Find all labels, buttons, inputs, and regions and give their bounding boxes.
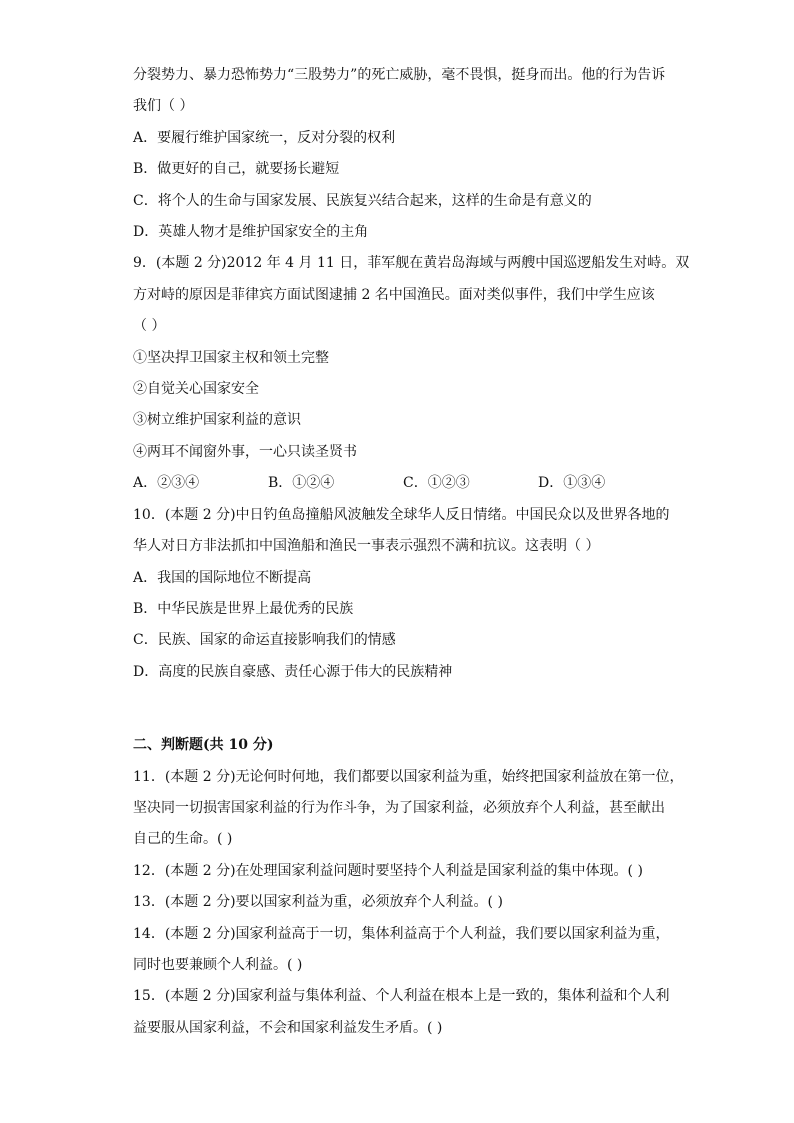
question-text: 12．(本题 2 分)在处理国家利益问题时要坚持个人利益是国家利益的集中体现。( ) [133,862,643,879]
option-d: D．①③④ [538,475,606,492]
question-text: 我们（ ） [133,98,194,115]
question-text: 15．(本题 2 分)国家利益与集体利益、个人利益在根本上是一致的，集体利益和个人利 [133,988,670,1005]
question-text: （ ） [133,318,166,335]
question-text: 坚决同一切损害国家利益的行为作斗争，为了国家利益，必须放弃个人利益，甚至献出 [133,799,665,816]
statement-2: ②自觉关心国家安全 [133,381,259,398]
question-text: 14．(本题 2 分)国家利益高于一切，集体利益高于个人利益，我们要以国家利益为重， [133,925,670,942]
question-text: 9．(本题 2 分)2012 年 4 月 11 日，菲军舰在黄岩岛海域与两艘中国巡逻船发生对峙。双 [133,255,690,272]
option-b: B．①②④ [268,475,335,492]
question-text: 自己的生命。( ) [133,831,233,848]
option-d: D．高度的民族自豪感、责任心源于伟大的民族精神 [133,663,453,680]
option-d: D．英雄人物才是维护国家安全的主角 [133,224,369,241]
question-text: 分裂势力、暴力恐怖势力“三股势力”的死亡威胁，毫不畏惧，挺身而出。他的行为告诉 [133,67,666,83]
question-12 [133,856,673,887]
question-9 [133,248,690,499]
statement-3: ③树立维护国家利益的意识 [133,412,301,429]
page-content [133,60,690,1044]
question-14 [133,919,673,982]
question-13 [133,887,673,918]
option-c: C．①②③ [403,475,470,492]
statement-1: ①坚决捍卫国家主权和领土完整 [133,349,329,366]
section-title: 二、判断题(共 10 分) [133,737,274,754]
question-text: 同时也要兼顾个人利益。( ) [133,956,303,973]
option-c: C．民族、国家的命运直接影响我们的情感 [133,632,396,649]
question-text: 11．(本题 2 分)无论何时何地，我们都要以国家利益为重，始终把国家利益放在第一位， [133,768,684,785]
option-a: A．我国的国际地位不断提高 [133,569,312,586]
question-text: 13．(本题 2 分)要以国家利益为重，必须放弃个人利益。( ) [133,894,503,911]
option-a: A．要履行维护国家统一，反对分裂的权利 [133,129,396,146]
statement-4: ④两耳不闻窗外事，一心只读圣贤书 [133,443,357,460]
question-text: 10．(本题 2 分)中日钓鱼岛撞船风波触发全球华人反日情绪。中国民众以及世界各地的 [133,506,670,523]
option-b: B．中华民族是世界上最优秀的民族 [133,600,354,617]
question-10 [133,500,673,688]
question-text: 方对峙的原因是菲律宾方面试图逮捕 2 名中国渔民。面对类似事件，我们中学生应该 [133,286,655,303]
option-b: B．做更好的自己，就要扬长避短 [133,161,340,178]
section-spacer [133,688,673,730]
options-row [133,468,673,499]
question-15 [133,981,673,1044]
question-11 [133,762,684,856]
question-text: 益要服从国家利益，不会和国家利益发生矛盾。( ) [133,1019,443,1036]
option-a: A．②③④ [133,475,200,492]
option-c: C．将个人的生命与国家发展、民族复兴结合起来，这样的生命是有意义的 [133,192,592,209]
question-text: 华人对日方非法抓扣中国渔船和渔民一事表示强烈不满和抗议。这表明（ ） [133,538,600,555]
question-8-continued [133,60,673,248]
